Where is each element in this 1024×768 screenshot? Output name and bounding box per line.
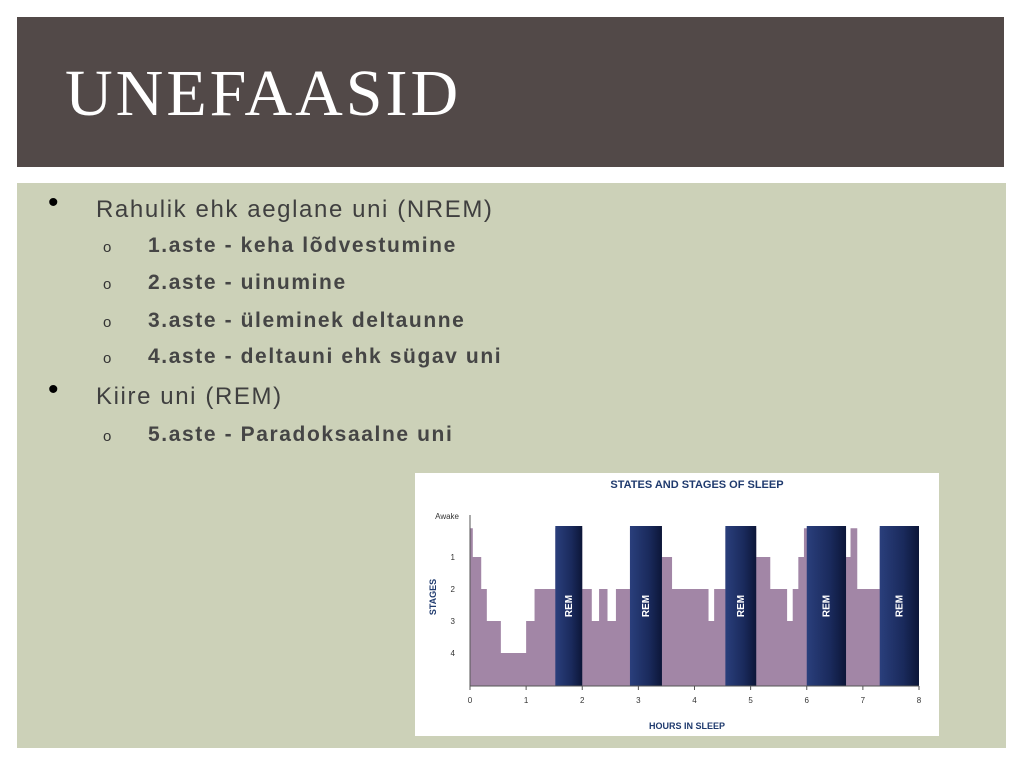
sleep-stages-chart: [415, 473, 939, 736]
x-tick-label: 7: [860, 696, 866, 705]
bullet-marker: o: [103, 276, 113, 293]
x-tick-label: 0: [467, 696, 473, 705]
sub-bullet-stage-4: [103, 345, 503, 369]
x-tick-label: 8: [916, 696, 922, 705]
rem-label: REM: [563, 594, 575, 618]
bullet-marker: o: [103, 239, 113, 256]
bullet-text: 3.aste - üleminek deltaunne: [148, 309, 466, 332]
x-tick-label: 2: [580, 696, 585, 705]
rem-label: REM: [894, 594, 906, 618]
y-tick-label: Awake: [435, 512, 459, 521]
rem-label: REM: [640, 594, 652, 618]
y-axis-label: STAGES: [428, 578, 438, 616]
sub-bullet-stage-1: [103, 234, 457, 258]
x-tick-label: 4: [692, 696, 697, 705]
bullet-marker: •: [48, 186, 61, 219]
bullet-text: Rahulik ehk aeglane uni (NREM): [96, 196, 494, 223]
bullet-marker: o: [103, 428, 113, 445]
sub-bullet-stage-5: [103, 423, 454, 447]
bullet-marker: o: [103, 350, 113, 367]
bullet-text: 1.aste - keha lõdvestumine: [148, 234, 457, 257]
title-bar: [17, 17, 1004, 167]
x-tick-label: 5: [748, 696, 753, 705]
y-tick-label: 2: [450, 585, 455, 594]
chart-svg: [415, 473, 939, 736]
bullet-marker: o: [103, 314, 113, 331]
bullet-text: 5.aste - Paradoksaalne uni: [148, 423, 454, 446]
y-tick-label: 4: [450, 649, 455, 658]
bullet-text: Kiire uni (REM): [96, 383, 283, 410]
bullet-text: 2.aste - uinumine: [148, 271, 347, 294]
slide-title: UNEFAASID: [65, 57, 462, 130]
bullet-rem: [48, 373, 283, 411]
chart-title: STATES AND STAGES OF SLEEP: [610, 479, 784, 491]
x-tick-label: 3: [636, 696, 641, 705]
bullet-nrem: [48, 186, 494, 224]
rem-label: REM: [735, 594, 747, 618]
x-axis-label: HOURS IN SLEEP: [648, 721, 726, 731]
x-tick-label: 6: [804, 696, 809, 705]
y-tick-label: 1: [450, 553, 455, 562]
sub-bullet-stage-2: [103, 271, 347, 295]
sub-bullet-stage-3: [103, 309, 466, 333]
rem-label: REM: [821, 594, 833, 618]
bullet-marker: •: [48, 373, 61, 406]
x-tick-label: 1: [523, 696, 529, 705]
bullet-text: 4.aste - deltauni ehk sügav uni: [148, 345, 503, 368]
y-tick-label: 3: [450, 617, 455, 626]
